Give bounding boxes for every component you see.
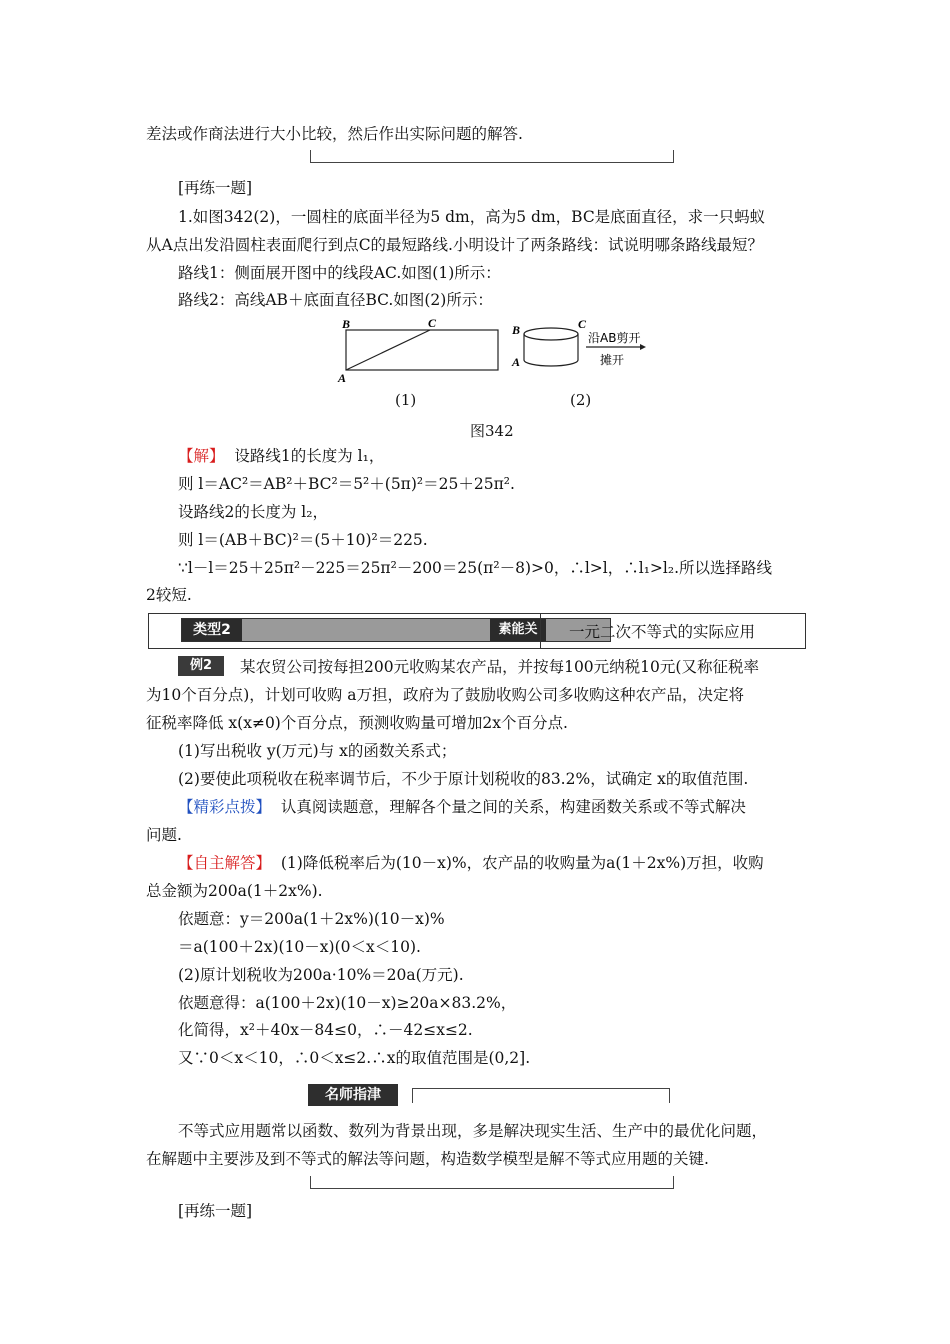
arrow-head	[640, 344, 646, 350]
figure-caption-2: (2)	[570, 391, 592, 409]
teacher-note-header	[308, 1084, 670, 1106]
answer-line-8: 又∵0＜x＜10，∴0＜x≤2.∴x的取值范围是(0,2].	[178, 1049, 531, 1067]
teacher-line-1: 不等式应用题常以函数、数列为背景出现，多是解决现实生活、生产中的最优化问题，	[178, 1122, 768, 1140]
figure-caption-1: (1)	[395, 391, 417, 409]
answer-tag: 【自主解答】	[178, 854, 272, 872]
label-b2: B	[512, 323, 521, 337]
summary-bracket	[310, 150, 674, 163]
solution-line-6: 2较短.	[146, 586, 192, 604]
practice-heading-2: [再练一题]	[178, 1202, 253, 1220]
route-1: 路线1：侧面展开图中的线段AC.如图(1)所示：	[178, 264, 501, 282]
type-title: 一元二次不等式的实际应用	[569, 623, 756, 641]
arrow-label-bottom: 摊开	[600, 353, 625, 367]
type-bar-band	[181, 618, 611, 642]
intro-line: 差法或作商法进行大小比较，然后作出实际问题的解答.	[146, 125, 523, 143]
answer-line-4: ＝a(100＋2x)(10－x)(0＜x＜10).	[178, 938, 421, 956]
solution-line-3: 设路线2的长度为 l₂，	[178, 503, 328, 521]
unfolded-rectangle	[346, 330, 498, 370]
question-1: (1)写出税收 y(万元)与 x的函数关系式；	[178, 742, 457, 760]
label-a2: A	[512, 355, 521, 369]
answer-line-6: 依题意得：a(100＋2x)(10－x)≥20a×83.2%，	[178, 994, 517, 1012]
hint-line-2: 问题.	[146, 826, 182, 844]
segment-ac	[346, 330, 430, 370]
teacher-line-2: 在解题中主要涉及到不等式的解法等问题，构造数学模型是解不等式应用题的关键.	[146, 1150, 709, 1168]
problem-line-2: 从A点出发沿圆柱表面爬行到点C的最短路线.小明设计了两条路线：试说明哪条路线最短？	[146, 236, 763, 254]
answer-line-1: (1)降低税率后为(10－x)%，农产品的收购量为a(1＋2x%)万担，收购	[280, 854, 764, 872]
label-a1: A	[338, 371, 347, 385]
hint-line-1: 认真阅读题意，理解各个量之间的关系，构建函数关系或不等式解决	[280, 798, 746, 816]
solution-line-2: 则 l＝AC²＝AB²＋BC²＝5²＋(5π)²＝25＋25π².	[178, 475, 515, 493]
type-label: 类型2	[182, 619, 242, 641]
answer-line-5: (2)原计划税收为200a·10%＝20a(万元).	[178, 966, 464, 984]
question-2: (2)要使此项税收在税率调节后，不少于原计划税收的83.2%，试确定 x的取值范围.	[178, 770, 749, 788]
example-tag: 例2	[178, 656, 224, 676]
problem-line-1: 1.如图342(2)，一圆柱的底面半径为5 dm，高为5 dm，BC是底面直径，求一只蚂蚁	[178, 208, 766, 226]
type-tag: 素能关	[490, 619, 546, 641]
cylinder-top	[524, 328, 578, 340]
label-c1: C	[428, 316, 437, 330]
solution-line-5: ∵l－l＝25＋25π²－225＝25π²－200＝25(π²－8)>0，∴l>l，∴l₁>l₂.所以选择路线	[178, 559, 773, 577]
teacher-label: 名师指津	[308, 1084, 398, 1106]
solution-line-4: 则 l＝(AB＋BC)²＝(5＋10)²＝225.	[178, 531, 428, 549]
solution-line-1: 设路线1的长度为 l₁，	[234, 447, 385, 465]
type-bar	[148, 613, 806, 649]
example-line-3: 征税率降低 x(x≠0)个百分点，预测收购量可增加2x个百分点.	[146, 714, 568, 732]
teacher-bracket	[310, 1176, 674, 1189]
cylinder-bottom	[524, 360, 578, 366]
answer-line-3: 依题意：y＝200a(1＋2x%)(10－x)%	[178, 910, 445, 928]
label-b1: B	[342, 317, 351, 331]
figure-title: 图342	[470, 422, 514, 440]
arrow-label-top: 沿AB剪开	[588, 331, 641, 345]
hint-tag: 【精彩点拨】	[178, 798, 272, 816]
figure-342	[330, 314, 660, 394]
practice-heading: [再练一题]	[178, 179, 253, 197]
label-c2: C	[578, 317, 587, 331]
solution-tag: 【解】	[178, 447, 225, 465]
answer-line-2: 总金额为200a(1＋2x%).	[146, 882, 323, 900]
route-2: 路线2：高线AB＋底面直径BC.如图(2)所示：	[178, 291, 493, 309]
example-line-1: 某农贸公司按每担200元收购某农产品，并按每100元纳税10元(又称征税率	[240, 658, 759, 676]
answer-line-7: 化简得，x²＋40x－84≤0，∴－42≤x≤2.	[178, 1021, 473, 1039]
example-line-2: 为10个百分点)，计划可收购 a万担，政府为了鼓励收购公司多收购这种农产品，决定将	[146, 686, 744, 704]
